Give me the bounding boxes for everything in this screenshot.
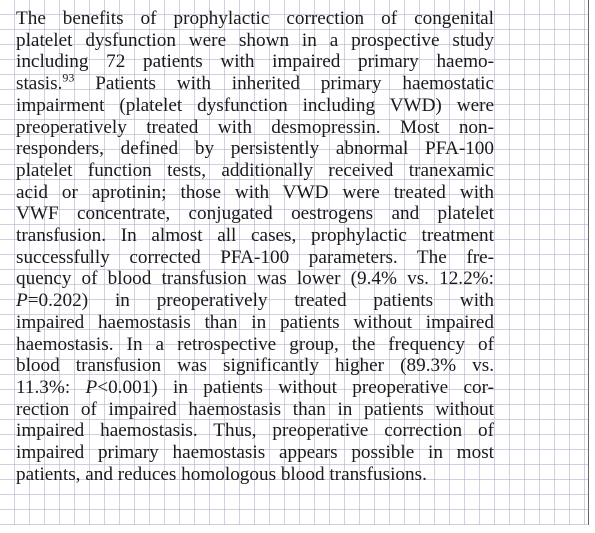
text-line	[16, 70, 494, 95]
text-line	[16, 290, 494, 312]
text-line: transfusion. In almost all cases, prophylactic treatment	[16, 225, 494, 247]
text-fragment: =0.202) in preoperatively treated patients with	[27, 290, 494, 312]
text-line: responders, defined by persistently abnormal PFA-100	[16, 138, 494, 160]
text-line: The benefits of prophylactic correction of congenital	[16, 8, 494, 29]
page-edge-border	[588, 0, 595, 533]
text-line: including 72 patients with impaired primary haemo-	[16, 51, 494, 73]
citation-superscript: 93	[62, 70, 75, 85]
text-line: impaired haemostasis than in patients without impaired	[16, 311, 494, 333]
text-line: patients, and reduces homologous blood transfusions.	[16, 463, 427, 485]
text-fragment: Patients with inherited primary haemostatic	[74, 73, 494, 95]
page-bottom-margin	[0, 525, 595, 533]
text-fragment: stasis.	[16, 73, 63, 95]
text-fragment: <0.001) in patients without preoperative cor-	[97, 376, 494, 398]
p-value-symbol: P	[16, 290, 28, 312]
body-paragraph	[16, 8, 494, 485]
text-line: acid or aprotinin; those with VWD were treated with	[16, 181, 494, 203]
text-line: rection of impaired haemostasis than in patients without	[16, 398, 494, 420]
text-line: preoperatively treated with desmopressin. Most non-	[16, 116, 494, 138]
text-line	[16, 377, 494, 399]
text-line: VWF concentrate, conjugated oestrogens and platelet	[16, 203, 494, 225]
text-line: quency of blood transfusion was lower (9.4% vs. 12.2%:	[16, 268, 494, 290]
text-line: haemostasis. In a retrospective group, the frequency of	[16, 333, 494, 355]
text-line: impaired primary haemostasis appears possible in most	[16, 442, 494, 464]
text-line: impairment (platelet dysfunction including VWD) were	[16, 94, 494, 116]
p-value-symbol: P	[85, 376, 98, 398]
text-fragment: 11.3%:	[16, 376, 86, 398]
text-line: impaired haemostasis. Thus, preoperative correction of	[16, 420, 494, 442]
text-line: blood transfusion was significantly higher (89.3% vs.	[16, 355, 494, 377]
text-line: platelet function tests, additionally received tranexamic	[16, 159, 494, 181]
text-line: successfully corrected PFA-100 parameters. The fre-	[16, 246, 494, 268]
text-line: platelet dysfunction were shown in a prospective study	[16, 29, 494, 51]
